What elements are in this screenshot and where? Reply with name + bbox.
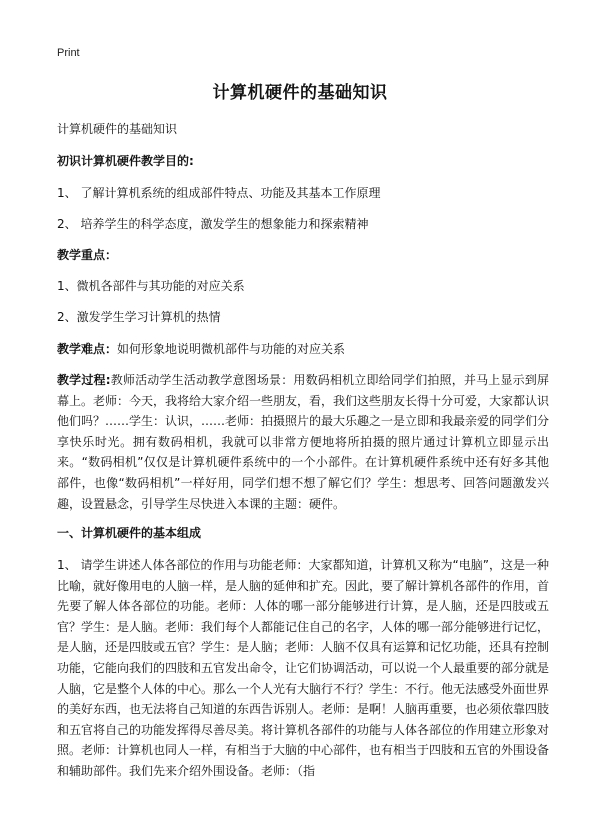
print-label: Print <box>57 47 80 59</box>
document-subtitle: 计算机硬件的基础知识 <box>57 122 178 136</box>
difficulty-text: 如何形象地说明微机部件与功能的对应关系 <box>117 342 346 356</box>
objective-item-1: 1、 了解计算机系统的组成部件特点、功能及其基本工作原理 <box>57 186 381 200</box>
objectives-heading: 初识计算机硬件教学目的: <box>57 154 194 168</box>
section-1-paragraph: 1、 请学生讲述人体各部位的作用与功能老师：大家都知道，计算机又称为“电脑”，这是一种比喻，就好像用电的人脑一样，是人脑的延伸和扩充。因此，要了解计算机各部件的作用，首先要了解人体各部位的功能。老师：人体的哪一部分能够进行计算，是人脑，还是四肢或五官？学生：是人脑。老师：我们每个人都能记住自己的名字，人体的哪一部分能够进行记忆，是人脑，还是四肢或五官？学生：是人脑；老师：人脑不仅具有运算和记忆功能，还具有控制功能，它能向我们的四肢和五官发出命令，让它们协调活动，可以说一个人最重要的部分就是人脑，它是整个人体的中心。那么一个人光有大脑行不行？学生：不行。他无法感受外面世界的美好东西，也无法将自己知道的东西告诉别人。老师：是啊！人脑再重要，也必须依靠四肢和五官将自己的功能发挥得尽善尽美。将计算机各部件的功能与人体各部位的作用建立形象对照。老师：计算机也同人一样，有相当于大脑的中心部件，也有相当于四肢和五官的外围设备和辅助部件。我们先来介绍外围设备。老师：（指 <box>57 558 550 778</box>
key-point-item-1: 1、微机各部件与其功能的对应关系 <box>57 279 245 293</box>
difficulty-line <box>57 339 549 359</box>
process-text: 教师活动学生活动教学意图场景：用数码相机立即给同学们拍照，并马上显示到屏幕上。老师：今天，我将给大家介绍一些朋友，看，我们这些朋友长得十分可爱，大家都认识他们吗？……学生：认识，……老师：拍摄照片的最大乐趣之一是立即和我最亲爱的同学们分享快乐时光。拥有数码相机，我就可以非常方便地将所拍摄的照片通过计算机立即显示出来。“数码相机”仅仅是计算机硬件系统中的一个小部件。在计算机硬件系统中还有好多其他部件，也像“数码相机”一样好用，同学们想不想了解它们？学生：想思考、回答问题激发兴趣，设置悬念，引导学生尽快进入本课的主题：硬件。 <box>57 373 550 511</box>
difficulty-label: 教学难点： <box>57 342 118 356</box>
key-points-heading: 教学重点： <box>57 248 118 262</box>
document-title: 计算机硬件的基础知识 <box>212 83 388 103</box>
section-1-heading: 一、计算机硬件的基本组成 <box>57 526 202 540</box>
objective-item-2: 2、 培养学生的科学态度，激发学生的想象能力和探索精神 <box>57 217 369 231</box>
process-label: 教学过程: <box>57 373 111 387</box>
key-point-item-2: 2、激发学生学习计算机的热情 <box>57 310 221 324</box>
teaching-process-paragraph <box>57 370 549 514</box>
